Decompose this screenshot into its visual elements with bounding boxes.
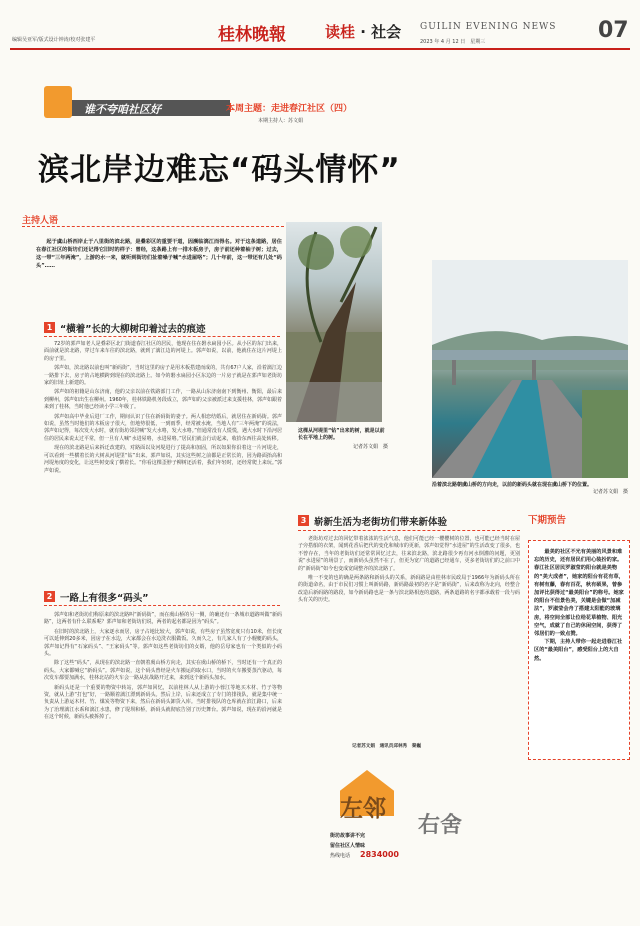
section3-para: 老街坊对过去的回忆带着浓浓的生活气息，他们可能已经一樱樱树的位置，也可能已经当时在屋子旁搭船的衣架，闻到花香后把代的变化和城市的更新，郭声如觉得“水进屋”的生活改变了很多，也不曾存在，当年的老街坊们还常常回忆过去，往来滨北路，滨北路很少再有河水倒灌的问题，更别说“水进屋”的场景了，而新码头虽然不在了，但更为宽广的道路已经通车，更多老街坊们的之前口中的“新码街”如今也变成宽阔整齐的滨北路了。 [298, 536, 520, 572]
host-credit: 本期主持人：苏文娟 [258, 118, 304, 124]
next-issue-para: 最美的社区不光有美丽的风景和难忘的历史，还有居民们用心装扮的家。春江社区居民罗淑莹的阳台就是美物的“美大成者”，她家的阳台有花有草，有树有藤，春有百花，秋有硕果，曾参加评比获得过“最美阳台”的称号。她家的阳台不但景色美，关键是会做“加减法”，罗淑莹会舟了搭建太阳能的玻璃房，将空间全部让位给花草植物、阳光空气，成就了自己的休闲空间，获得了邻居们的一致点赞。 [534, 549, 624, 638]
section2-number: 2 [44, 591, 55, 602]
section1-para: 现在的滨北路是后来拆迁改建的，对路面以及河堤进行了提高和加固，所以如果你沿着这一片河堤走，可以看到一些横着长的大树从河堤里“钻”出来。郭声如说，其实这些树之前都是正常长的，因为路面抬高和河堤角度的变化，让这些树变成了横着长。“你看这棵歪脖子柳树还活着，我们年轻时，还经常爬上来玩。”郭声如说。 [44, 445, 282, 474]
section3-title: 崭新生活为老街坊们带来新体验 [314, 517, 448, 528]
bridge-illustration [432, 260, 628, 478]
section-dot: · [355, 23, 372, 41]
photo2-caption-block [432, 482, 628, 496]
hotline-number: 2834000 [360, 850, 399, 859]
section2-para: 新码头还是一个重要的物资中转站，郭声如回忆，以前桂林人从上游的小蓉江等地买木材、竹子等物资，就从上游“打包”好，一路顺着漓江漂到新码头。然后上岸，后来还成立了专门的排筏队，就是集中统一负责从上游运木材、竹、煤炭等物资下来，然后在新码头卸货入库。当时排筏队的仓库就在滨江路口，后来为了治理漓江水系和漓江水患，修了堤坝和桥，新码头就彻底告别了历史舞台。郭声如说，现在的沿河就是在这个时候，新码头被拆掉了。 [44, 684, 282, 721]
logo-slogan1: 街坊故事讲不完 [330, 833, 366, 839]
page-title: 滨北岸边难忘“码头情怀” [38, 152, 401, 188]
column-logo-text: 谁不夸咱社区好 [84, 103, 161, 116]
page-number: 07 [598, 18, 629, 43]
next-issue-heading: 下期预告 [528, 515, 567, 526]
section-main: 读桂 [325, 23, 356, 41]
weekly-theme: 本周主题：走进春江社区（四） [226, 104, 353, 114]
hotline-label: 热线电话 [330, 853, 351, 859]
intro-heading: 主持人语 [22, 216, 59, 226]
section1-para: 郭声如高中毕业后进厂工作，期间认识了住在新码街的妻子。两人相恋结婚后，就居住在新码街。郭声如说，虽然当时他们的木板房子很大，但地势很低，一到雨季，经常被水淹，当地人有“三年两淹”的说法，郭声如记得，每次发大水时，就有街坊邻居喊“发大水咯，发大水咯。”但通常没有人慌慌，遇大水时下沿河居住的居民来说太过平常，但一旦有人喊“水进屋咯，水进屋咯。”居民们就会行动起来，收拾东西往高处转移。 [44, 413, 282, 442]
section2-body [44, 612, 282, 724]
intro-rule [22, 226, 284, 228]
section-name [325, 21, 401, 42]
section1-para: 郭声如，滨北路以前也叫“新码街”，当时这里的房子是用木板搭建而成的，共有67户人家，沿着漓江边一路排下去，房子的占地横跨到现在的滨北路上。如今的磐水扁园小区东边的一片房子就是在郭声如老街坊家的旧址上新建的。 [44, 365, 282, 387]
section1-para: 72岁的郭声如老人是叠彩区北门街道春江社区的居民，他现在住在磐水扁园小区。从小区的东门出来，面前就是滨北路，穿过车来车往的滨北路，就到了漓江边的河堤上。郭声如说，以前，他就住在这片河堤上的房子里。 [44, 341, 282, 362]
newspaper-brand: 桂林晚報 [218, 25, 286, 45]
section2-para: 在旧时的滨北路上，大家逐水而居，房子占地比较大，郭声如说，有些房子虽然宽度只有10米，但长度可以延伸到20多米，因房子在水边，大家都会在水边洗衣服做饭。久而久之，有几家人有了小舰艇的码头，郭声如记得有“石家码头”、“王家码头”等。郭声如这些老街坊们的女婿，他的岳母家也有一个类似的小码头。 [44, 628, 282, 658]
next-issue-para: 下期，主持人带你一起走进春江社区的“最美阳台”，感受阳台上的大自然。 [534, 639, 623, 662]
section1-para: 郭声如的祖籍是山东济南，他的父亲以前在铁路部门工作，一路从山东济南南下到衡州、衡阳，最后来到柳州，郭声如出生在柳州。1960年，桂林铁路机务段成立，郭声如的父亲被派过来支援桂林，郭声如跟着来到了桂林，当时他已经读小学三年级了。 [44, 389, 282, 411]
header-rule [10, 48, 630, 50]
section-sub: 社会 [371, 23, 402, 41]
section2-para: 除了这些“码头”，从现在的滨北路一直朝着虞山桥方向走，其实在虞山桥的桥下，当时还有一个真正的码头，大家都喊它“新码头”。郭声如说，这个码头曾经是火车搬运的取水口，当时的火车搬要蒸汽驱动，每次发车都要加满水，桂林北站的火车会一路从抗战路开过来，来到这个新码头加水。 [44, 660, 282, 682]
section3-body [298, 536, 520, 607]
section2-title: 一路上有很多“码头” [60, 593, 149, 604]
photo-riverbank-tree [286, 222, 382, 422]
logo-slogan2: 留住社区人情味 [330, 843, 366, 849]
section3-para: 唯一不变的也的确是两条路和新码头的关系，新码路是由桂林市民政局于1966年为新码头所在的街道命名，由于市民们习惯上叫新码路，新码路最初的名字是“新码街”，后来改称为北向，经整合改造后新码路的路段，如今新码路也是一条与滨北路相连的道路，两条道路的名字都承载着一段与码头有关的历史。 [298, 575, 520, 604]
section1-title: “横着”长的大柳树印着过去的痕迹 [60, 324, 206, 335]
hand-thumb-icon [44, 86, 72, 118]
photo2-credit: 记者苏文娟 摄 [592, 489, 628, 495]
photo1-caption-block [298, 428, 388, 451]
section2-para: 郭声如和老街坊们称原来的滨北路叫“新码街”，而在虞山桥的另一侧，的确还有一条城市道路叫做“新码路”，这两者有什么联系呢？郭声如和老街坊们说，两者的起名都是因为“码头”。 [44, 612, 282, 626]
section3-byline: 记者苏文娟 通讯员邱林秀 秦巍 [352, 744, 421, 749]
logo-zuo-lin: 左邻 [340, 795, 386, 822]
editor-credits: 编辑吴亚军/版式设计钟涛/校对张建平 [12, 37, 96, 43]
section1-rule [44, 336, 280, 338]
issue-date: 2023 年 4 月 12 日 星期三 [420, 39, 486, 45]
photo1-caption: 这棵从河堤里“钻”出来的树，就是以前长在平地上的树。 [298, 428, 385, 441]
intro-text: 起于虞山桥西岸止于八里街的滨北路，是叠彩区的重要干道，因濒临漓江而得名。对于这条道路，居住在春江社区的街坊们还记得它旧时的样子：曾经，这条路上有一排木板房子，房子前还种着柚子树；过去，这一带“三年两淹”，上游的水一来，就听到街坊们扯着嗓子喊“水进屋咯”；几十年前，这一带还有几处“码头”…… [36, 239, 282, 269]
section3-number: 3 [298, 515, 309, 526]
section1-number: 1 [44, 322, 55, 333]
section2-rule [44, 605, 280, 607]
next-issue-text [534, 548, 624, 663]
photo2-caption: 沿着滨北路朝虞山桥的方向走，以前的新码头就在现在虞山桥下的位置。 [432, 482, 593, 488]
english-name: GUILIN EVENING NEWS [420, 22, 557, 32]
tree-illustration [286, 222, 382, 422]
section3-rule [298, 530, 520, 532]
section1-body [44, 341, 282, 477]
photo1-credit: 记者苏文娟 摄 [352, 444, 388, 450]
logo-you-she: 右舍 [418, 812, 463, 838]
photo-bridge-road [432, 260, 628, 478]
